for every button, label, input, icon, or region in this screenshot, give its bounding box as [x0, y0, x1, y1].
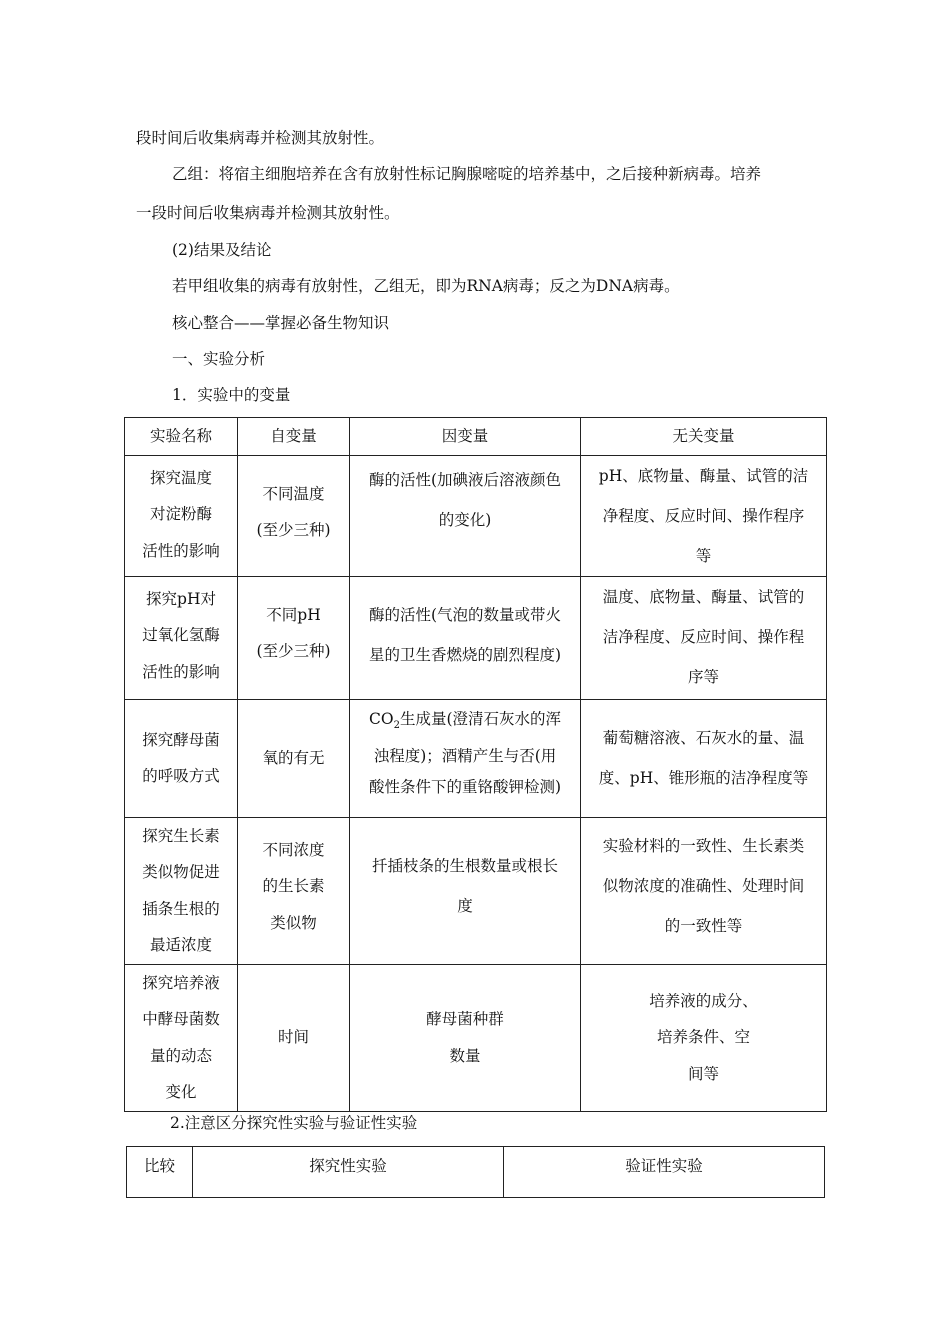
- heading-experiment-analysis: 一、实验分析: [172, 350, 266, 368]
- independent-variable-cell: 氧的有无: [238, 699, 350, 817]
- experiment-name-cell: 探究温度 对淀粉酶 活性的影响: [125, 455, 238, 576]
- header-cell: 探究性实验: [193, 1147, 504, 1198]
- controlled-variable-cell: 实验材料的一致性、生长素类 似物浓度的准确性、处理时间 的一致性等: [581, 817, 827, 964]
- header-cell: 比较: [127, 1147, 193, 1198]
- experiment-name-cell: 探究酵母菌 的呼吸方式: [125, 699, 238, 817]
- header-cell: 无关变量: [581, 418, 827, 456]
- controlled-variable-cell: 培养液的成分、 培养条件、空 间等: [581, 964, 827, 1111]
- controlled-variable-cell: pH、底物量、酶量、试管的洁 净程度、反应时间、操作程序 等: [581, 455, 827, 576]
- table-row: [125, 576, 827, 699]
- independent-variable-cell: 不同pH (至少三种): [238, 576, 350, 699]
- heading-comparison: 2.注意区分探究性实验与验证性实验: [170, 1114, 418, 1132]
- controlled-variable-cell: 温度、底物量、酶量、试管的 洁净程度、反应时间、操作程 序等: [581, 576, 827, 699]
- table-header-row: [125, 418, 827, 456]
- paragraph-group-b: 乙组：将宿主细胞培养在含有放射性标记胸腺嘧啶的培养基中，之后接种新病毒。培养: [172, 165, 762, 183]
- dependent-variable-cell: 酶的活性(气泡的数量或带火 星的卫生香燃烧的剧烈程度): [350, 576, 581, 699]
- table-row: [125, 455, 827, 576]
- header-cell: 验证性实验: [504, 1147, 825, 1198]
- paragraph-continuation: 段时间后收集病毒并检测其放射性。: [136, 129, 385, 147]
- header-cell: 自变量: [238, 418, 350, 456]
- section-title: 核心整合——掌握必备生物知识: [172, 314, 390, 332]
- controlled-variable-cell: 葡萄糖溶液、石灰水的量、温 度、pH、锥形瓶的洁净程度等: [581, 699, 827, 817]
- comparison-table: [126, 1146, 825, 1198]
- paragraph-conclusion: 若甲组收集的病毒有放射性，乙组无，即为RNA病毒；反之为DNA病毒。: [172, 277, 680, 295]
- header-cell: 实验名称: [125, 418, 238, 456]
- dependent-variable-cell: 酶的活性(加碘液后溶液颜色 的变化): [350, 455, 581, 576]
- dependent-variable-cell: 扦插枝条的生根数量或根长 度: [350, 817, 581, 964]
- header-cell: 因变量: [350, 418, 581, 456]
- independent-variable-cell: 时间: [238, 964, 350, 1111]
- independent-variable-cell: 不同温度 (至少三种): [238, 455, 350, 576]
- variables-table: [124, 417, 827, 1112]
- experiment-name-cell: 探究pH对 过氧化氢酶 活性的影响: [125, 576, 238, 699]
- paragraph-group-b-cont: 一段时间后收集病毒并检测其放射性。: [136, 204, 400, 222]
- table-row: [125, 817, 827, 964]
- dependent-variable-cell: $CO_2$生成量(澄清石灰水的浑 浊程度)；酒精产生与否(用 酸性条件下的重铬酸钾检测): [350, 699, 581, 817]
- experiment-name-cell: 探究生长素 类似物促进 插条生根的 最适浓度: [125, 817, 238, 964]
- independent-variable-cell: 不同浓度 的生长素 类似物: [238, 817, 350, 964]
- dependent-variable-cell: 酵母菌种群 数量: [350, 964, 581, 1111]
- experiment-name-cell: 探究培养液 中酵母菌数 量的动态 变化: [125, 964, 238, 1111]
- table-row: [125, 964, 827, 1111]
- table-header-row: [127, 1147, 825, 1198]
- table-row: [125, 699, 827, 817]
- heading-variables: 1．实验中的变量: [172, 386, 291, 404]
- heading-results: (2)结果及结论: [172, 241, 272, 259]
